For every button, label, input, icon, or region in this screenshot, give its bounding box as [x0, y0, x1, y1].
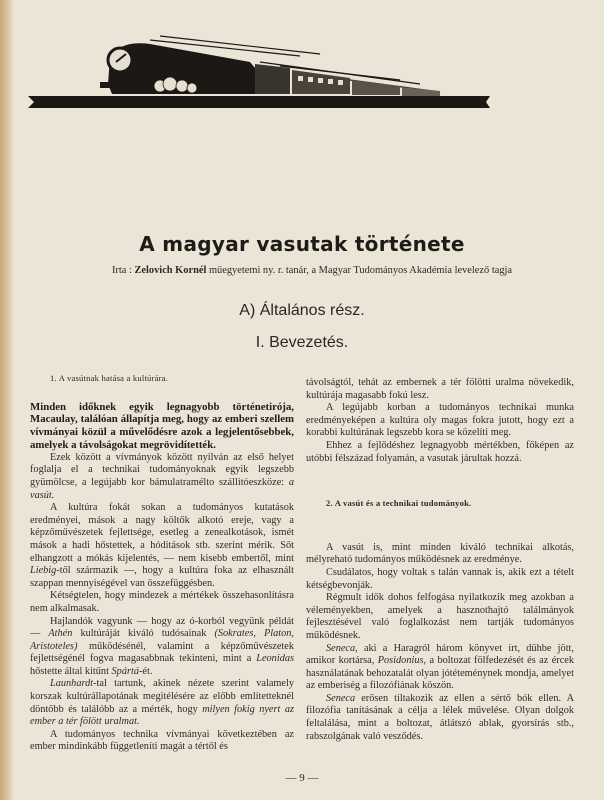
- article-title: A magyar vasutak története: [139, 232, 465, 256]
- subheading-2: 2. A vasút és a technikai tudományok.: [326, 498, 472, 509]
- section-heading-a: A) Általános rész.: [239, 302, 365, 319]
- article-byline: [30, 265, 594, 276]
- section-heading-i: I. Bevezetés.: [255, 334, 349, 351]
- byline-author: Zelovich Kornél: [134, 265, 207, 276]
- paragraph: Kétségtelen, hogy mindezek a mértékek összehasonlításra nem alkalmasak.: [30, 590, 294, 614]
- byline-prefix: Irta :: [111, 265, 132, 276]
- paragraph: A tudományos technika vívmányai következtében az ember mindinkább függetleníti magát a tértől és: [30, 728, 294, 753]
- paragraph: Csudálatos, hogy voltak s talán vannak is, akik ezt a tételt kétségbevonják.: [306, 566, 574, 591]
- lead-paragraph: Minden időknek egyik legnagyobb történetirója, Macaulay, találóan állapítja meg, hogy az emberi szellem vívmányai közül a művelődésre azok a legjelentősebbek, amelyek a távolságokat megrövidítették.: [30, 400, 294, 451]
- byline-affiliation: műegyetemi ny. r. tanár, a Magyar Tudományos Akadémia levelező tagja: [208, 265, 513, 276]
- paragraph: Launhardt-tal tartunk, akinek nézete szerint valamely korszak kultúrállapotának megitélésére az előbb említetteknél döntőbb és találóbb az a mérték, hogy milyen fokig nyert az ember a tér fölött uralmat.: [30, 678, 294, 728]
- book-spine-edge: [0, 0, 14, 800]
- page-number: — 9 —: [285, 772, 319, 784]
- right-column: [306, 377, 574, 743]
- paragraph: Seneca, aki a Haragról három könyvet írt, dühbe jött, amikor kortársa, Posidonius, a boltozat fölfedezését és az ércek használatának behozatalát olyan jótéteménynek mondja, amelyet az emberiség a filozófiának köszön.: [306, 642, 574, 692]
- left-column: [30, 372, 294, 754]
- paragraph: Ehhez a fejlődéshez legnagyobb mértékben, főképen az utóbbi félszázad folyamán, a vasutak járultak hozzá.: [306, 439, 574, 464]
- subheading-1: 1. A vasútnak hatása a kultúrára.: [50, 373, 169, 383]
- steam-train-icon: [20, 18, 500, 118]
- paragraph: Seneca erősen tiltakozik az ellen a sértő bók ellen. A filozófia tanításának a célja a lélek művelése. Olyan dolgok feltalálása, mint a boltozat, átlátszó ablak, gyorsírás stb., rabszolgának való vesződés.: [306, 692, 575, 742]
- paragraph: A vasút is, mint minden kiváló technikai alkotás, mélyreható tudományos működésnek az eredménye.: [306, 541, 574, 566]
- paragraph: Régmult idők dohos felfogása nyilatkozik meg azokban a véleményekben, amelyek a hasznothajtó találmányok fejlesztésével való foglalkozást nem tartják tudományos működésnek.: [306, 592, 574, 641]
- paragraph: távolságtól, tehát az embernek a tér fölötti uralma növekedik, kultúrája magasabb fokú lesz.: [306, 377, 574, 401]
- paragraph: A legújabb korban a tudományos technikai munka eredményeképen a kultúra oly magas fokra jutott, hogy ezt a korabbi kultúrának legszebb kora se közelíti meg.: [306, 402, 574, 439]
- paragraph: Ezek között a vívmányok között nyilván az első helyet foglalja el a technikai tudományoknak egyik legszebb gyümölcse, a legújabb kor bámulatramélto szállitóeszköze: a vasút.: [30, 451, 294, 501]
- paragraph: Hajlandók vagyunk — hogy az ó-korból vegyünk példát — Athén kultúráját kiváló tudósainak (Sokrates, Platon, Aristoteles) működésénél, valamint a képzőművészetek fejlettségénél fogva magasabbnak tekinteni, mint a Leonidas hőstette által kitűnt Spártá-ét.: [30, 615, 294, 677]
- paragraph: A kultúra fokát sokan a tudományos kutatások eredményei, mások a nagy költők alkotó ereje, vagy a képzőművészetek fejlettsége, esetleg a zenealkotások, ismét mások a hadi hőstettek, a hóditások stb. szerint mérik. Sőt elhangzott a mókás kijelentés, — nem kisebb embertől, mint Liebig-től származik —, hogy a kultúra foka az elhasznált szappan mennyiségével van összefüggésben.: [30, 502, 294, 589]
